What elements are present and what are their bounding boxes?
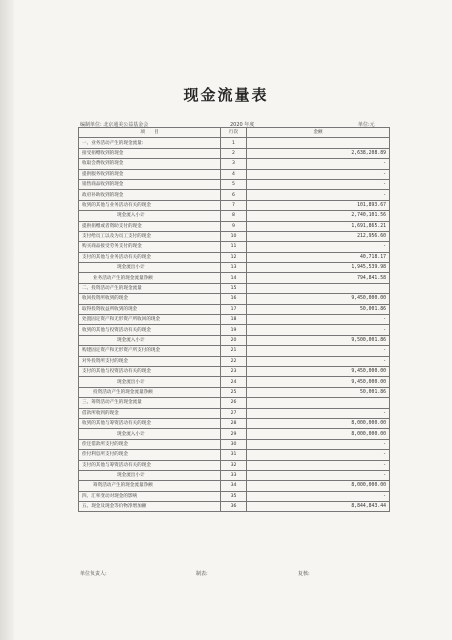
row-line-number: 31 <box>221 450 247 460</box>
table-row <box>79 283 390 293</box>
row-item: 现金流出小计 <box>79 377 221 387</box>
row-item: 偿付利息所支付的现金 <box>79 450 221 460</box>
row-item: 一、业务活动产生的现金流量: <box>79 138 221 148</box>
row-line-number: 4 <box>221 169 247 179</box>
row-item: 五、现金及现金等价物净增加额 <box>79 502 221 512</box>
column-header-item: 项 目 <box>79 128 221 138</box>
row-amount: 101,893.67 <box>247 200 390 210</box>
table-row <box>79 491 390 501</box>
row-amount: - <box>247 450 390 460</box>
row-item: 现金流入小计 <box>79 211 221 221</box>
row-amount: 8,000,000.00 <box>247 429 390 439</box>
unit-label-line: 编制单位: 北京通美公益基金会 <box>80 122 149 128</box>
table-row <box>79 429 390 439</box>
row-line-number: 12 <box>221 252 247 262</box>
cash-flow-table <box>78 127 390 512</box>
row-amount: 9,450,000.00 <box>247 294 390 304</box>
row-line-number: 11 <box>221 242 247 252</box>
row-amount: 40,718.17 <box>247 252 390 262</box>
row-line-number: 26 <box>221 398 247 408</box>
row-line-number: 25 <box>221 387 247 397</box>
row-line-number: 36 <box>221 502 247 512</box>
table-row <box>79 346 390 356</box>
row-line-number: 34 <box>221 481 247 491</box>
table-row <box>79 263 390 273</box>
row-item: 对外投资所支付的现金 <box>79 356 221 366</box>
row-amount: - <box>247 470 390 480</box>
row-amount: 8,844,843.44 <box>247 502 390 512</box>
row-item: 现金流出小计 <box>79 263 221 273</box>
row-item: 购买商品接受劳务支付的现金 <box>79 242 221 252</box>
row-amount: - <box>247 408 390 418</box>
table-row <box>79 325 390 335</box>
table-row <box>79 408 390 418</box>
document-title: 现金流量表 <box>183 86 269 104</box>
row-amount: 212,956.60 <box>247 231 390 241</box>
row-line-number: 13 <box>221 263 247 273</box>
row-line-number: 22 <box>221 356 247 366</box>
row-amount: 1,945,539.98 <box>247 263 390 273</box>
row-line-number: 30 <box>221 439 247 449</box>
row-line-number: 32 <box>221 460 247 470</box>
row-line-number: 16 <box>221 294 247 304</box>
row-item: 收到的其他与筹资活动有关的现金 <box>79 418 221 428</box>
report-year: 2020 年度 <box>230 122 255 128</box>
table-row <box>79 470 390 480</box>
row-amount: - <box>247 190 390 200</box>
row-item: 筹资活动产生的现金流量净额 <box>79 481 221 491</box>
row-amount: 1,691,865.21 <box>247 221 390 231</box>
table-row <box>79 242 390 252</box>
row-item: 偿还借款所支付的现金 <box>79 439 221 449</box>
row-amount: 2,638,208.89 <box>247 148 390 158</box>
row-amount: - <box>247 460 390 470</box>
table-row <box>79 273 390 283</box>
row-item: 业务活动产生的现金流量净额 <box>79 273 221 283</box>
row-item: 二、投资活动产生的现金流量 <box>79 283 221 293</box>
row-item: 支付的其他与业务活动有关的现金 <box>79 252 221 262</box>
table-row <box>79 460 390 470</box>
row-item: 销售商品收到的现金 <box>79 179 221 189</box>
table-row <box>79 148 390 158</box>
row-line-number: 8 <box>221 211 247 221</box>
table-row <box>79 387 390 397</box>
table-row <box>79 221 390 231</box>
row-item: 投资活动产生的现金流量净额 <box>79 387 221 397</box>
table-row <box>79 377 390 387</box>
table-row <box>79 231 390 241</box>
row-line-number: 15 <box>221 283 247 293</box>
row-item: 四、汇率变动对现金的影响 <box>79 491 221 501</box>
row-item: 现金流入小计 <box>79 335 221 345</box>
column-header-amount: 金额 <box>247 128 390 138</box>
row-amount: - <box>247 346 390 356</box>
row-item: 现金流入小计 <box>79 429 221 439</box>
row-amount: 8,000,000.00 <box>247 418 390 428</box>
currency-unit: 单位:元 <box>358 122 375 128</box>
row-line-number: 24 <box>221 377 247 387</box>
row-item: 收取会费收到的现金 <box>79 159 221 169</box>
row-amount: 9,500,001.86 <box>247 335 390 345</box>
table-row <box>79 169 390 179</box>
row-amount: 9,450,000.00 <box>247 377 390 387</box>
row-amount: 794,841.58 <box>247 273 390 283</box>
table-row <box>79 398 390 408</box>
row-item: 支付的其他与筹资活动有关的现金 <box>79 460 221 470</box>
row-amount: - <box>247 315 390 325</box>
row-item: 现金流出小计 <box>79 470 221 480</box>
row-line-number: 23 <box>221 366 247 376</box>
row-amount <box>247 283 390 293</box>
row-line-number: 6 <box>221 190 247 200</box>
row-amount: - <box>247 169 390 179</box>
table-header-row <box>79 128 390 138</box>
row-line-number: 20 <box>221 335 247 345</box>
row-amount: - <box>247 242 390 252</box>
table-row <box>79 179 390 189</box>
row-item: 借款所收到的现金 <box>79 408 221 418</box>
row-amount: - <box>247 356 390 366</box>
row-amount: - <box>247 325 390 335</box>
row-line-number: 7 <box>221 200 247 210</box>
row-item: 收到的其他与投资活动有关的现金 <box>79 325 221 335</box>
unit-name: 北京通美公益基金会 <box>103 122 149 128</box>
row-line-number: 27 <box>221 408 247 418</box>
row-item: 处置固定资产和无形资产所收回的现金 <box>79 315 221 325</box>
row-item: 接受捐赠收到的现金 <box>79 148 221 158</box>
row-line-number: 14 <box>221 273 247 283</box>
row-amount <box>247 398 390 408</box>
row-amount <box>247 138 390 148</box>
row-item: 政府补助收到的现金 <box>79 190 221 200</box>
row-amount: - <box>247 179 390 189</box>
table-row <box>79 356 390 366</box>
row-line-number: 29 <box>221 429 247 439</box>
table-row <box>79 450 390 460</box>
row-amount: 50,001.86 <box>247 304 390 314</box>
table-row <box>79 200 390 210</box>
table-row <box>79 252 390 262</box>
footer-principal: 单位负责人: <box>80 571 107 577</box>
row-item: 收回投资所收到的现金 <box>79 294 221 304</box>
row-amount: - <box>247 159 390 169</box>
row-amount: 9,450,000.00 <box>247 366 390 376</box>
row-line-number: 28 <box>221 418 247 428</box>
table-row <box>79 481 390 491</box>
row-item: 三、筹资活动产生的现金流量 <box>79 398 221 408</box>
table-row <box>79 335 390 345</box>
row-line-number: 33 <box>221 470 247 480</box>
row-item: 购建固定资产和无形资产所支付的现金 <box>79 346 221 356</box>
row-item: 取得投资收益所收到的现金 <box>79 304 221 314</box>
row-item: 收到的其他与业务活动有关的现金 <box>79 200 221 210</box>
row-line-number: 18 <box>221 315 247 325</box>
footer-preparer: 制表: <box>196 571 208 577</box>
row-amount: - <box>247 491 390 501</box>
row-line-number: 1 <box>221 138 247 148</box>
row-item: 支付给员工以及为员工支付的现金 <box>79 231 221 241</box>
footer-reviewer: 复核: <box>298 571 310 577</box>
row-line-number: 2 <box>221 148 247 158</box>
row-line-number: 9 <box>221 221 247 231</box>
table-row <box>79 304 390 314</box>
table-row <box>79 439 390 449</box>
row-line-number: 3 <box>221 159 247 169</box>
row-amount: 2,740,101.56 <box>247 211 390 221</box>
table-body <box>79 138 390 512</box>
table-row <box>79 366 390 376</box>
row-line-number: 10 <box>221 231 247 241</box>
table-row <box>79 159 390 169</box>
unit-label: 编制单位 <box>80 122 101 128</box>
table-row <box>79 315 390 325</box>
column-header-line: 行次 <box>221 128 247 138</box>
row-item: 提供捐赠或者资助支付的现金 <box>79 221 221 231</box>
table-row <box>79 211 390 221</box>
row-line-number: 17 <box>221 304 247 314</box>
row-line-number: 35 <box>221 491 247 501</box>
row-line-number: 19 <box>221 325 247 335</box>
row-item: 提供服务收到的现金 <box>79 169 221 179</box>
table-row <box>79 502 390 512</box>
row-line-number: 21 <box>221 346 247 356</box>
row-amount: - <box>247 439 390 449</box>
table-row <box>79 418 390 428</box>
table-row <box>79 138 390 148</box>
row-amount: 50,001.86 <box>247 387 390 397</box>
table-row <box>79 190 390 200</box>
row-line-number: 5 <box>221 179 247 189</box>
row-item: 支付的其他与投资活动有关的现金 <box>79 366 221 376</box>
table-row <box>79 294 390 304</box>
row-amount: 8,000,000.00 <box>247 481 390 491</box>
